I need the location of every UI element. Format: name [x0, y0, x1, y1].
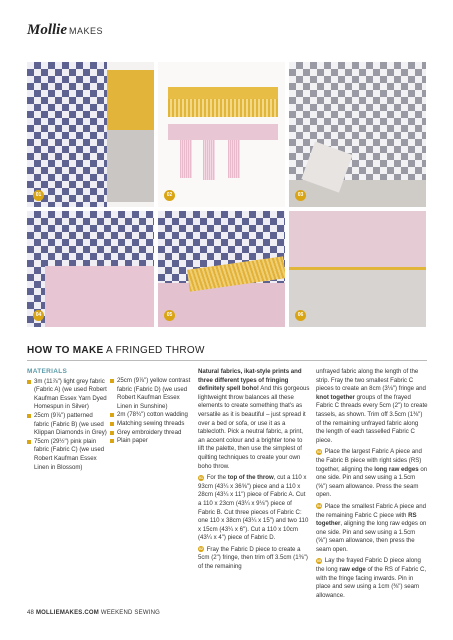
logo-script: Mollie — [27, 22, 67, 38]
fabric-ikat — [27, 62, 107, 207]
step-badge: 01 — [33, 190, 44, 201]
yellow-fringe — [168, 97, 278, 117]
materials-title: MATERIALS — [27, 368, 68, 375]
step-text: Place the smallest Fabric A piece and the remaining Fabric C piece with — [316, 502, 426, 519]
step-5 — [316, 557, 428, 600]
step-text: groups of the frayed Fabric C threads every 5cm (2") to create tassels, as shown. Trim off 3.5cm (1⅜") of the remaining unfrayed fabric along the length of each tasselled Fabric C piece. — [316, 393, 428, 444]
step-1 — [198, 474, 310, 543]
materials-column-1 — [27, 368, 107, 472]
footer-section: WEEKEND SEWING — [100, 610, 160, 616]
step-number-icon: 01 — [199, 475, 203, 480]
step-bold: long raw edges — [374, 465, 419, 473]
step-4 — [316, 503, 428, 555]
heading-divider — [27, 360, 427, 361]
heading-rest: A FRINGED THROW — [103, 345, 205, 356]
step-text: , aligning the long raw edges on one side. Pin and sew using a 1.5cm (⅝") seam allowance, then press the seam open. — [316, 520, 427, 553]
step-text: , cut a 110 x 93cm (43¼ x 36⅝") piece and a 110 x 28cm (43¼ x 11") piece of Fabric A. Cut a 110 x 23cm (43¼ x 9⅛") piece of Fabric B. Cut three pieces of Fabric C: one 110 x 38cm (43¼ x 15") and two 110 x 15cm (43¼ x 6"). Cut a 110 x 10cm (43¼ x 4") piece of Fabric D. — [198, 474, 309, 542]
material-item: 25cm (9⅞") patterned fabric (Fabric B) (we used Klippan Diamonds in Grey) — [27, 412, 107, 438]
step-bold: raw edge — [339, 566, 366, 574]
tassel-1 — [180, 140, 192, 178]
step-photo-4 — [27, 211, 154, 327]
fabric-pink-layer — [45, 266, 154, 327]
step-bold: top of the throw — [227, 474, 274, 482]
instructions-column-3 — [198, 368, 310, 575]
material-item: Matching sewing threads — [110, 420, 192, 429]
step-text: For the — [205, 474, 228, 482]
yellow-band — [168, 87, 278, 99]
step-badge: 04 — [33, 310, 44, 321]
pink-band — [168, 124, 278, 140]
section-heading — [27, 345, 205, 356]
step-photo-3 — [289, 62, 426, 207]
page-footer — [27, 610, 160, 616]
page-number: 48 — [27, 610, 35, 616]
material-item: Plain paper — [110, 437, 192, 446]
step-bold: knot together — [316, 393, 355, 401]
magazine-logo — [27, 22, 103, 39]
step-text: unfrayed fabric along the length of the strip. Fray the two smallest Fabric C pieces to create an 8cm (3⅛") fringe and — [316, 368, 426, 393]
step-2-continued — [316, 368, 428, 445]
material-item: 75cm (29½") pink plain fabric (Fabric C) (we used Robert Kaufman Essex Linen in Blossom) — [27, 438, 107, 472]
step-badge: 05 — [164, 310, 175, 321]
tassel-2 — [203, 140, 215, 180]
heading-bold: HOW TO MAKE — [27, 345, 104, 356]
step-number-icon: 04 — [317, 504, 321, 509]
footer-site: MOLLIEMAKES.COM — [35, 610, 99, 616]
step-text: Place the largest Fabric A piece and the Fabric B piece with right sides (RS) together, aligning the — [316, 448, 422, 473]
step-2 — [198, 546, 310, 572]
step-number-icon: 05 — [317, 558, 321, 563]
intro-paragraph — [198, 368, 310, 471]
step-photo-2 — [158, 62, 285, 207]
step-photo-5 — [158, 211, 285, 327]
logo-sub: MAKES — [69, 26, 104, 36]
step-number-icon: 03 — [317, 449, 321, 454]
fabric-grey-edge — [289, 180, 426, 207]
material-item: 25cm (9⅞") yellow contrast fabric (Fabric D) (we used Robert Kaufman Essex Linen in Sunshine) — [110, 377, 192, 411]
grey-panel — [289, 270, 426, 327]
step-bold: RS together — [316, 511, 417, 528]
step-3 — [316, 448, 428, 500]
pink-base — [158, 283, 285, 327]
step-badge: 02 — [164, 190, 175, 201]
intro-text: And this gorgeous lightweight throw balances all these elements to create something that's as versatile as it is beautiful – just spread it over a bed or sofa, or use it as a tablecloth. Pick a neutral fabric, a print, an accent colour and a brighter tone to lift the palette, then use the simplest of quilting techniques to create your own boho throw. — [198, 385, 310, 470]
material-item: Grey embroidery thread — [110, 429, 192, 438]
step-text: of the RS of Fabric C, with the fringe facing inwards. Pin in place and sew using a 1cm (⅜") seam allowance. — [316, 566, 427, 599]
intro-bold: Natural fabrics, ikat-style prints and three different types of fringing definitely spell boho! — [198, 368, 302, 393]
tassel-3 — [228, 140, 240, 178]
material-item: 3m (11⅞") light grey fabric (Fabric A) (we used Robert Kaufman Essex Yarn Dyed Homespun in Silver) — [27, 378, 107, 412]
step-number-icon: 02 — [199, 547, 203, 552]
materials-column-2 — [110, 377, 192, 446]
material-item: 2m (78¾") cotton wadding — [110, 411, 192, 420]
step-text: Lay the frayed Fabric D piece along the long — [316, 557, 421, 574]
step-photo-6 — [289, 211, 426, 327]
instructions-column-4 — [316, 368, 428, 603]
step-badge: 03 — [295, 190, 306, 201]
step-text: on one side. Pin and sew using a 1.5cm (⅝") seam allowance. Press the seam open. — [316, 465, 428, 499]
step-text: Fray the Fabric D piece to create a 5cm (2") fringe, then trim off 3.5cm (1⅜") of the remaining — [198, 545, 308, 571]
step-photo-1 — [27, 62, 154, 207]
step-badge: 06 — [295, 310, 306, 321]
